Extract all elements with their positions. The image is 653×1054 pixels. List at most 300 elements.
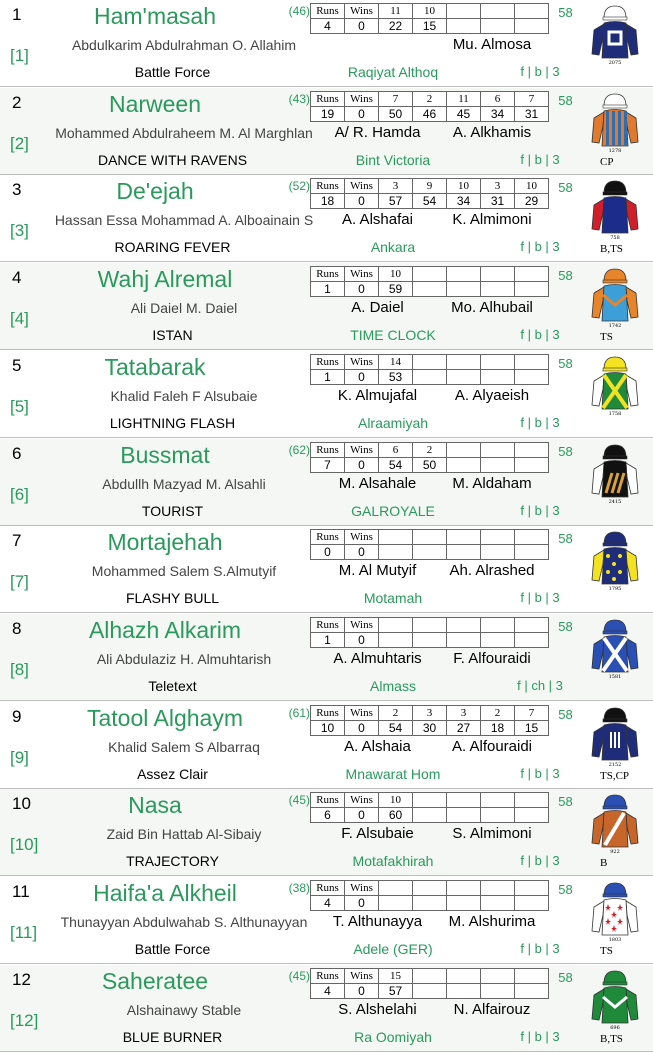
form-rating: 57 xyxy=(379,984,413,999)
equipment-codes: CP xyxy=(600,156,614,168)
runs-header: Runs xyxy=(311,355,345,370)
pedigree-flags: f | b | 3 xyxy=(520,327,560,342)
draw-number: [4] xyxy=(10,309,29,328)
form-position xyxy=(413,881,447,896)
form-table xyxy=(310,529,549,560)
form-position xyxy=(481,355,515,370)
form-table xyxy=(310,705,549,736)
runner-row[interactable] xyxy=(0,526,653,613)
form-rating: 18 xyxy=(481,721,515,736)
trainer-name[interactable]: M. Alshurima xyxy=(448,913,536,930)
horse-name[interactable]: Tatabarak xyxy=(104,354,206,380)
form-position xyxy=(413,355,447,370)
form-position xyxy=(515,355,549,370)
silk-number: 696 xyxy=(610,1025,620,1031)
form-rating xyxy=(515,458,549,473)
owner-name: Khalid Faleh F Alsubaie xyxy=(110,388,258,404)
silk-number: 922 xyxy=(610,849,620,855)
trainer-name[interactable]: Ah. Alrashed xyxy=(449,562,535,579)
form-table xyxy=(310,442,549,473)
runs-value: 1 xyxy=(311,370,345,385)
draw-number: [2] xyxy=(10,134,29,153)
form-rating xyxy=(447,458,481,473)
form-rating xyxy=(481,545,515,560)
form-position xyxy=(481,793,515,808)
carried-weight: 58 xyxy=(558,356,573,371)
runner-number: 7 xyxy=(12,531,22,550)
runner-number: 1 xyxy=(12,5,22,24)
form-position xyxy=(413,530,447,545)
form-rating xyxy=(515,19,549,34)
form-position: 7 xyxy=(515,706,549,721)
jockey-silks-icon xyxy=(590,793,640,855)
form-rating xyxy=(447,633,481,648)
form-rating xyxy=(379,633,413,648)
form-position xyxy=(379,881,413,896)
equipment-codes: TS,CP xyxy=(600,770,630,782)
form-position: 10 xyxy=(413,4,447,19)
jockey-silks-icon xyxy=(590,92,640,154)
owner-name: Hassan Essa Mohammad A. Alboainain S xyxy=(54,212,314,228)
horse-rating: (61) xyxy=(288,706,310,720)
jockey-name[interactable]: M. Al Mutyif xyxy=(338,562,417,579)
wins-header: Wins xyxy=(345,4,379,19)
form-position: 11 xyxy=(379,4,413,19)
sire-name: Battle Force xyxy=(134,941,211,957)
dam-name: GALROYALE xyxy=(351,503,435,519)
form-position: 10 xyxy=(447,179,481,194)
dam-name: Ankara xyxy=(370,239,416,255)
silk-number: 1758 xyxy=(608,411,622,417)
horse-name[interactable]: Tatool Alghaym xyxy=(87,705,243,731)
wins-header: Wins xyxy=(345,706,379,721)
form-position: 7 xyxy=(379,92,413,107)
form-table xyxy=(310,3,549,34)
horse-rating: (45) xyxy=(288,969,310,983)
dam-name: Motafakhirah xyxy=(352,853,434,869)
pedigree-flags: f | b | 3 xyxy=(520,415,560,430)
runner-number: 12 xyxy=(12,970,31,989)
wins-value: 0 xyxy=(345,896,379,911)
runs-value: 7 xyxy=(311,458,345,473)
form-position: 7 xyxy=(515,92,549,107)
form-position xyxy=(515,881,549,896)
trainer-name[interactable]: S. Almimoni xyxy=(452,825,532,842)
runs-value: 4 xyxy=(311,984,345,999)
trainer-name[interactable]: Mu. Almosa xyxy=(452,36,532,53)
draw-number: [5] xyxy=(10,397,29,416)
form-rating: 34 xyxy=(447,194,481,209)
form-rating: 50 xyxy=(379,107,413,122)
carried-weight: 58 xyxy=(558,268,573,283)
wins-value: 0 xyxy=(345,545,379,560)
form-position: 3 xyxy=(447,706,481,721)
pedigree-flags: f | b | 3 xyxy=(520,64,560,79)
wins-value: 0 xyxy=(345,370,379,385)
runner-number: 2 xyxy=(12,93,22,112)
form-position xyxy=(447,4,481,19)
horse-rating: (38) xyxy=(288,881,310,895)
runs-header: Runs xyxy=(311,618,345,633)
form-table xyxy=(310,880,549,911)
form-rating xyxy=(413,370,447,385)
sire-name: TOURIST xyxy=(141,503,204,519)
form-position xyxy=(447,443,481,458)
dam-name: TIME CLOCK xyxy=(350,327,436,343)
form-position: 10 xyxy=(379,793,413,808)
form-rating xyxy=(447,984,481,999)
form-rating xyxy=(413,545,447,560)
dam-name: Bint Victoria xyxy=(355,152,431,168)
form-rating xyxy=(447,896,481,911)
horse-rating: (62) xyxy=(288,443,310,457)
jockey-name[interactable]: F. Alsubaie xyxy=(341,825,414,842)
horse-name[interactable]: Alhazh Alkarim xyxy=(88,617,242,643)
form-rating xyxy=(515,633,549,648)
jockey-silks-icon xyxy=(590,969,640,1031)
jockey-name[interactable]: A. Alshafai xyxy=(342,211,413,228)
form-rating xyxy=(515,808,549,823)
runs-header: Runs xyxy=(311,530,345,545)
runner-row[interactable] xyxy=(0,88,653,175)
form-rating xyxy=(413,896,447,911)
dam-name: Motamah xyxy=(363,590,423,606)
form-position xyxy=(481,969,515,984)
carried-weight: 58 xyxy=(558,882,573,897)
silk-number: 2075 xyxy=(608,60,622,66)
horse-name[interactable]: Nasa xyxy=(128,792,182,818)
form-rating xyxy=(447,808,481,823)
carried-weight: 58 xyxy=(558,180,573,195)
draw-number: [6] xyxy=(10,485,29,504)
form-position xyxy=(481,881,515,896)
jockey-name[interactable]: S. Alshelahi xyxy=(338,1001,417,1018)
form-position xyxy=(515,267,549,282)
form-position: 3 xyxy=(413,706,447,721)
runner-number: 8 xyxy=(12,619,22,638)
runner-row[interactable] xyxy=(0,175,653,262)
form-rating: 59 xyxy=(379,282,413,297)
form-position: 15 xyxy=(379,969,413,984)
draw-number: [1] xyxy=(10,46,29,65)
sire-name: TRAJECTORY xyxy=(126,853,219,869)
runner-row[interactable] xyxy=(0,789,653,876)
wins-header: Wins xyxy=(345,618,379,633)
runner-number: 4 xyxy=(12,268,22,287)
runner-row[interactable] xyxy=(0,877,653,964)
form-position xyxy=(447,530,481,545)
form-rating xyxy=(413,633,447,648)
wins-header: Wins xyxy=(345,92,379,107)
silk-number: 758 xyxy=(610,235,620,241)
runs-header: Runs xyxy=(311,92,345,107)
wins-value: 0 xyxy=(345,458,379,473)
carried-weight: 58 xyxy=(558,707,573,722)
form-position: 10 xyxy=(379,267,413,282)
sire-name: Assez Clair xyxy=(137,766,208,782)
runs-header: Runs xyxy=(311,706,345,721)
form-rating xyxy=(379,545,413,560)
sire-name: FLASHY BULL xyxy=(125,590,220,606)
form-rating xyxy=(515,896,549,911)
form-position: 3 xyxy=(379,179,413,194)
jockey-name[interactable]: A. Daiel xyxy=(351,299,404,316)
runner-row[interactable] xyxy=(0,439,653,526)
horse-name[interactable]: Bussmat xyxy=(120,442,210,468)
form-rating xyxy=(447,282,481,297)
form-rating: 53 xyxy=(379,370,413,385)
silk-number: 2152 xyxy=(608,762,622,768)
form-rating: 46 xyxy=(413,107,447,122)
jockey-silks-icon xyxy=(590,4,640,66)
dam-name: Raqiyat Althoq xyxy=(347,64,439,80)
pedigree-flags: f | ch | 3 xyxy=(517,678,563,693)
owner-name: Abdulkarim Abdulrahman O. Allahim xyxy=(71,37,297,53)
form-rating xyxy=(515,984,549,999)
runner-number: 5 xyxy=(12,356,22,375)
wins-header: Wins xyxy=(345,793,379,808)
silk-number: 1581 xyxy=(608,674,622,680)
draw-number: [8] xyxy=(10,660,29,679)
form-rating xyxy=(447,545,481,560)
runs-header: Runs xyxy=(311,793,345,808)
form-position xyxy=(515,443,549,458)
equipment-codes: TS xyxy=(600,331,613,343)
horse-rating: (52) xyxy=(288,179,310,193)
form-rating xyxy=(481,19,515,34)
owner-name: Khalid Salem S Albarraq xyxy=(108,739,260,755)
form-position xyxy=(447,969,481,984)
silk-number: 1742 xyxy=(608,323,622,329)
wins-value: 0 xyxy=(345,194,379,209)
form-position: 11 xyxy=(447,92,481,107)
carried-weight: 58 xyxy=(558,531,573,546)
horse-rating: (43) xyxy=(288,92,310,106)
form-rating xyxy=(515,370,549,385)
wins-header: Wins xyxy=(345,969,379,984)
trainer-name[interactable]: A. Alyaeish xyxy=(454,387,530,404)
form-position xyxy=(447,881,481,896)
horse-name[interactable]: Ham'masah xyxy=(94,3,216,29)
form-rating: 34 xyxy=(481,107,515,122)
sire-name: BLUE BURNER xyxy=(122,1029,223,1045)
runner-row[interactable] xyxy=(0,351,653,438)
sire-name: Battle Force xyxy=(134,64,211,80)
form-position: 9 xyxy=(413,179,447,194)
jockey-name[interactable]: K. Almujafal xyxy=(337,387,418,404)
runner-number: 11 xyxy=(12,882,30,901)
runner-row[interactable] xyxy=(0,965,653,1052)
wins-value: 0 xyxy=(345,19,379,34)
form-table xyxy=(310,792,549,823)
form-rating xyxy=(481,458,515,473)
form-position xyxy=(481,267,515,282)
silk-number: 2415 xyxy=(608,499,622,505)
form-rating: 30 xyxy=(413,721,447,736)
jockey-silks-icon xyxy=(590,706,640,768)
runs-header: Runs xyxy=(311,267,345,282)
equipment-codes: B,TS xyxy=(600,1033,623,1045)
runner-number: 3 xyxy=(12,180,22,199)
draw-number: [12] xyxy=(10,1011,39,1030)
jockey-name[interactable]: A. Almuhtaris xyxy=(333,650,422,667)
trainer-name[interactable]: A. Alfouraidi xyxy=(451,738,533,755)
form-position: 6 xyxy=(481,92,515,107)
form-rating: 57 xyxy=(379,194,413,209)
jockey-silks-icon xyxy=(590,267,640,329)
pedigree-flags: f | b | 3 xyxy=(520,941,560,956)
form-rating xyxy=(481,282,515,297)
form-position xyxy=(447,355,481,370)
trainer-name[interactable]: M. Aldaham xyxy=(452,475,532,492)
form-position xyxy=(515,793,549,808)
wins-value: 0 xyxy=(345,721,379,736)
runs-value: 1 xyxy=(311,633,345,648)
horse-rating: (46) xyxy=(288,4,310,18)
form-table xyxy=(310,266,549,297)
jockey-name[interactable]: T. Althunayya xyxy=(332,913,423,930)
runner-row[interactable] xyxy=(0,614,653,701)
form-position xyxy=(413,793,447,808)
form-position xyxy=(447,793,481,808)
form-rating xyxy=(413,808,447,823)
form-position: 2 xyxy=(413,92,447,107)
dam-name: Alraamiyah xyxy=(357,415,429,431)
form-rating: 15 xyxy=(515,721,549,736)
form-rating: 50 xyxy=(413,458,447,473)
form-position xyxy=(481,618,515,633)
runner-number: 10 xyxy=(12,794,31,813)
form-position: 14 xyxy=(379,355,413,370)
form-rating xyxy=(447,370,481,385)
runs-value: 4 xyxy=(311,896,345,911)
form-rating: 15 xyxy=(413,19,447,34)
draw-number: [7] xyxy=(10,572,29,591)
trainer-name[interactable]: A. Alkhamis xyxy=(452,124,532,141)
wins-header: Wins xyxy=(345,530,379,545)
form-rating xyxy=(481,370,515,385)
pedigree-flags: f | b | 3 xyxy=(520,1029,560,1044)
wins-header: Wins xyxy=(345,881,379,896)
form-position xyxy=(447,267,481,282)
form-position xyxy=(515,618,549,633)
wins-value: 0 xyxy=(345,107,379,122)
dam-name: Ra Oomiyah xyxy=(354,1029,432,1045)
equipment-codes: B,TS xyxy=(600,243,623,255)
wins-header: Wins xyxy=(345,355,379,370)
owner-name: Mohammed Abdulraheem M. Al Marghlan xyxy=(55,125,313,141)
runs-value: 4 xyxy=(311,19,345,34)
wins-value: 0 xyxy=(345,984,379,999)
equipment-codes: B xyxy=(600,857,608,869)
trainer-name[interactable]: Mo. Alhubail xyxy=(451,299,533,316)
form-position xyxy=(515,969,549,984)
runs-value: 1 xyxy=(311,282,345,297)
silk-number: 1803 xyxy=(608,937,622,943)
form-rating: 54 xyxy=(413,194,447,209)
sire-name: LIGHTNING FLASH xyxy=(109,415,236,431)
jockey-name[interactable]: M. Alsahale xyxy=(338,475,417,492)
pedigree-flags: f | b | 3 xyxy=(520,766,560,781)
sire-name: DANCE WITH RAVENS xyxy=(97,152,248,168)
carried-weight: 58 xyxy=(558,444,573,459)
form-position xyxy=(379,530,413,545)
jockey-name[interactable]: A/ R. Hamda xyxy=(334,124,421,141)
wins-value: 0 xyxy=(345,633,379,648)
form-rating xyxy=(481,984,515,999)
form-rating xyxy=(515,545,549,560)
dam-name: Mnawarat Hom xyxy=(345,766,441,782)
silk-number: 1278 xyxy=(608,148,622,154)
runner-row[interactable] xyxy=(0,263,653,350)
runs-header: Runs xyxy=(311,179,345,194)
pedigree-flags: f | b | 3 xyxy=(520,590,560,605)
runs-value: 18 xyxy=(311,194,345,209)
horse-name[interactable]: De'ejah xyxy=(116,178,194,204)
trainer-name[interactable]: N. Alfairouz xyxy=(453,1001,531,1018)
form-position: 2 xyxy=(379,706,413,721)
owner-name: Ali Abdulaziz H. Almuhtarish xyxy=(96,651,272,667)
form-rating xyxy=(413,984,447,999)
form-table xyxy=(310,617,549,648)
form-position xyxy=(515,530,549,545)
horse-name[interactable]: Narween xyxy=(108,91,202,117)
pedigree-flags: f | b | 3 xyxy=(520,503,560,518)
equipment-codes: TS xyxy=(600,945,613,957)
horse-name[interactable]: Saheratee xyxy=(101,968,209,994)
trainer-name[interactable]: K. Almimoni xyxy=(452,211,532,228)
owner-name: Alshainawy Stable xyxy=(126,1002,242,1018)
sire-name: ROARING FEVER xyxy=(114,239,231,255)
form-rating: 54 xyxy=(379,721,413,736)
trainer-name[interactable]: F. Alfouraidi xyxy=(453,650,531,667)
runs-value: 19 xyxy=(311,107,345,122)
silk-number: 1795 xyxy=(608,586,622,592)
runner-row[interactable] xyxy=(0,702,653,789)
form-position: 10 xyxy=(515,179,549,194)
runs-value: 10 xyxy=(311,721,345,736)
jockey-name[interactable]: A. Alshaia xyxy=(344,738,411,755)
form-rating: 60 xyxy=(379,808,413,823)
form-rating xyxy=(413,282,447,297)
horse-name[interactable]: Wahj Alremal xyxy=(97,266,233,292)
form-position xyxy=(413,618,447,633)
form-rating xyxy=(447,19,481,34)
form-rating xyxy=(515,282,549,297)
dam-name: Adele (GER) xyxy=(353,941,433,957)
form-position: 3 xyxy=(481,179,515,194)
draw-number: [11] xyxy=(10,923,38,942)
form-position xyxy=(413,267,447,282)
form-rating: 31 xyxy=(515,107,549,122)
owner-name: Ali Daiel M. Daiel xyxy=(130,300,238,316)
form-position xyxy=(379,618,413,633)
runner-row[interactable] xyxy=(0,0,653,87)
runs-value: 6 xyxy=(311,808,345,823)
runs-header: Runs xyxy=(311,4,345,19)
form-position xyxy=(515,4,549,19)
runner-number: 6 xyxy=(12,444,22,463)
wins-header: Wins xyxy=(345,267,379,282)
draw-number: [9] xyxy=(10,748,29,767)
owner-name: Zaid Bin Hattab Al-Sibaiy xyxy=(106,826,262,842)
form-rating: 29 xyxy=(515,194,549,209)
form-position: 2 xyxy=(413,443,447,458)
sire-name: ISTAN xyxy=(152,327,193,343)
horse-name[interactable]: Haifa'a Alkheil xyxy=(93,880,237,906)
owner-name: Mohammed Salem S.Almutyif xyxy=(91,563,277,579)
horse-name[interactable]: Mortajehah xyxy=(107,529,223,555)
